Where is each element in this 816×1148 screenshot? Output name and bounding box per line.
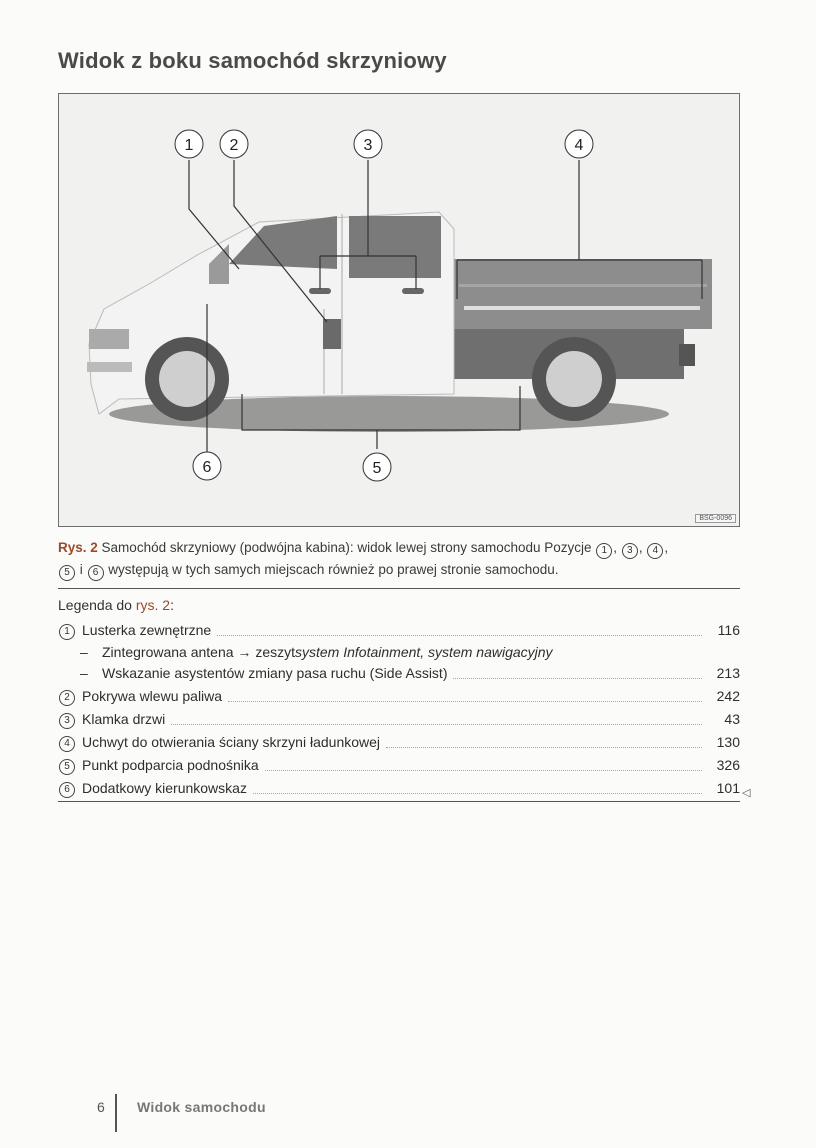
legend-item xyxy=(58,619,740,641)
caption-and: i xyxy=(79,562,83,577)
leader-dots xyxy=(228,691,702,702)
caption-num: 4 xyxy=(647,543,663,559)
page-title: Widok z boku samochód skrzyniowy xyxy=(58,48,447,73)
leader-dots xyxy=(265,760,702,771)
callout-3 xyxy=(354,130,382,158)
svg-text:6: 6 xyxy=(202,459,212,476)
legend-item xyxy=(58,708,740,730)
caption-num: 1 xyxy=(596,543,612,559)
pickup-truck-illustration xyxy=(59,94,739,526)
page-ref[interactable]: 213 xyxy=(716,665,740,681)
legend-item xyxy=(58,777,740,799)
dash: – xyxy=(80,665,88,681)
footer-divider xyxy=(115,1094,117,1132)
fuel-flap xyxy=(323,319,341,349)
caption-text-1: Samochód skrzyniowy (podwójna kabina): widok lewej strony samochodu Pozycje xyxy=(101,540,592,555)
page-ref[interactable]: 116 xyxy=(717,622,740,638)
rear-window xyxy=(349,216,441,278)
legend-item xyxy=(58,754,740,776)
sep: , xyxy=(664,540,669,555)
legend-heading xyxy=(58,597,174,613)
page-ref[interactable]: 242 xyxy=(716,688,740,704)
item-num: 1 xyxy=(59,624,75,640)
dash: – xyxy=(80,644,88,660)
svg-text:1: 1 xyxy=(184,137,194,154)
callout-5 xyxy=(363,453,391,481)
caption-num: 5 xyxy=(59,565,75,581)
callout-1 xyxy=(175,130,203,158)
section-name: Widok samochodu xyxy=(137,1099,266,1115)
legend-item xyxy=(58,685,740,707)
item-label: Punkt podparcia podnośnika xyxy=(82,757,259,773)
legend-suffix: : xyxy=(170,597,174,613)
page-ref[interactable]: 101 xyxy=(716,780,740,796)
item-label: Klamka drzwi xyxy=(82,711,166,727)
sub-item-ref: system Infotainment, system nawigacyjny xyxy=(295,644,553,660)
item-label: Pokrywa wlewu paliwa xyxy=(82,688,223,704)
legend-sub-item xyxy=(58,641,740,663)
item-num: 6 xyxy=(59,782,75,798)
item-num: 4 xyxy=(59,736,75,752)
figure-ref: Rys. 2 xyxy=(58,540,98,555)
rear-door-handle xyxy=(402,288,424,294)
cargo-bed xyxy=(454,259,712,329)
callout-4 xyxy=(565,130,593,158)
divider xyxy=(58,801,740,802)
page-ref[interactable]: 326 xyxy=(716,757,740,773)
page-number: 6 xyxy=(97,1099,105,1115)
leader-dots xyxy=(253,783,702,794)
legend-ref[interactable]: rys. 2 xyxy=(135,597,171,613)
item-num: 3 xyxy=(59,713,75,729)
sep: , xyxy=(638,540,643,555)
vehicle-side-view-figure xyxy=(58,93,740,527)
svg-text:4: 4 xyxy=(574,137,584,154)
figure-code: BSG-0096 xyxy=(695,514,736,523)
callout-2 xyxy=(220,130,248,158)
callout-6 xyxy=(193,452,221,480)
item-label: Dodatkowy kierunkowskaz xyxy=(82,780,247,796)
caption-text-2: występują w tych samych miejscach również po prawej stronie samochodu. xyxy=(108,562,559,577)
item-num: 2 xyxy=(59,690,75,706)
sep: , xyxy=(613,540,618,555)
item-label: Lusterka zewnętrzne xyxy=(82,622,212,638)
legend-prefix: Legenda do xyxy=(58,597,132,613)
item-label: Uchwyt do otwierania ściany skrzyni ładunkowej xyxy=(82,734,381,750)
item-num: 5 xyxy=(59,759,75,775)
svg-text:2: 2 xyxy=(229,137,239,154)
legend-item xyxy=(58,731,740,753)
caption-num: 6 xyxy=(88,565,104,581)
page-ref[interactable]: 43 xyxy=(724,711,740,727)
divider xyxy=(58,588,740,589)
caption-num: 3 xyxy=(622,543,638,559)
leader-dots xyxy=(171,714,702,725)
sub-item-label: Zintegrowana antena → zeszyt xyxy=(102,644,295,660)
section-end-icon: ◁ xyxy=(742,787,751,799)
figure-caption xyxy=(58,537,748,581)
legend-sub-item xyxy=(58,662,740,684)
page-ref[interactable]: 130 xyxy=(716,734,740,750)
leader-dots xyxy=(217,625,702,636)
leader-dots xyxy=(453,668,702,679)
svg-text:3: 3 xyxy=(363,137,373,154)
svg-text:5: 5 xyxy=(372,460,382,477)
sub-item-label: Wskazanie asystentów zmiany pasa ruchu (Side Assist) xyxy=(102,665,448,681)
leader-dots xyxy=(386,737,702,748)
